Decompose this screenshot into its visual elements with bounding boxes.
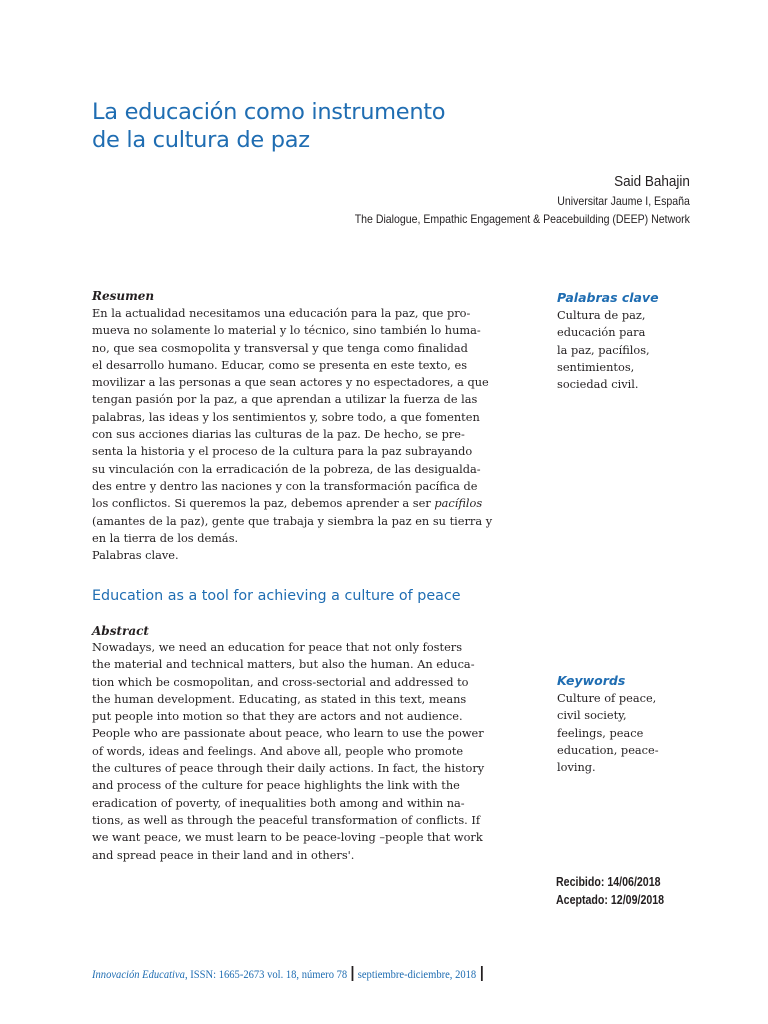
author-affiliation-1: Universitar Jaume I, España (557, 194, 690, 208)
palabras-clave-heading: Palabras clave (557, 290, 659, 305)
abstract-line: we want peace, we must learn to be peace-loving –people that work (92, 830, 483, 845)
resumen-heading: Resumen (92, 289, 155, 303)
resumen-line: en la tierra de los demás. (92, 530, 239, 545)
article-dates (556, 873, 664, 909)
article-title (92, 98, 612, 154)
abstract-body (92, 639, 538, 864)
palabras-clave-line: la paz, pacífilos, (557, 342, 650, 357)
resumen-body (92, 305, 538, 564)
abstract-line: of words, ideas and feelings. And above all, people who promote (92, 743, 464, 758)
footer-divider (352, 966, 354, 981)
resumen-line: no, que sea cosmopolita y transversal y que tenga como finalidad (92, 340, 468, 355)
title-line-1: La educación como instrumento (92, 99, 446, 125)
journal-period: septiembre-diciembre, 2018 (357, 967, 477, 981)
abstract-heading: Abstract (92, 624, 149, 638)
abstract-line: the material and technical matters, but also the human. An educa- (92, 657, 475, 672)
author-affiliation-2: The Dialogue, Empathic Engagement & Peacebuilding (DEEP) Network (354, 212, 690, 226)
footer-divider (481, 966, 483, 981)
title-line-2: de la cultura de paz (92, 127, 310, 153)
palabras-clave-line: sociedad civil. (557, 377, 639, 392)
resumen-line: Palabras clave. (92, 548, 179, 563)
resumen-line: los conflictos. Si queremos la paz, debemos aprender a ser (92, 496, 431, 511)
resumen-line: senta la historia y el proceso de la cultura para la paz subrayando (92, 444, 473, 459)
resumen-line: su vinculación con la erradicación de la pobreza, de las desigualda- (92, 461, 481, 476)
received-date: Recibido: 14/06/2018 (556, 875, 661, 889)
page-footer (92, 966, 484, 982)
abstract-line: and spread peace in their land and in others'. (92, 847, 355, 862)
resumen-line: palabras, las ideas y los sentimientos y, sobre todo, a que fomenten (92, 409, 480, 424)
author-name: Said Bahajin (614, 173, 690, 190)
resumen-line: el desarrollo humano. Educar, como se presenta en este texto, es (92, 357, 468, 372)
resumen-line: En la actualidad necesitamos una educación para la paz, que pro- (92, 306, 471, 320)
author-block (309, 172, 690, 228)
abstract-line: Nowadays, we need an education for peace that not only fosters (92, 640, 463, 654)
keywords-line: Culture of peace, (557, 691, 657, 705)
resumen-line: (amantes de la paz), gente que trabaja y siembra la paz en su tierra y (92, 513, 493, 528)
keywords-list (557, 690, 707, 776)
resumen-line: des entre y dentro las naciones y con la transformación pacífica de (92, 478, 478, 493)
keywords-heading: Keywords (557, 673, 626, 688)
resumen-line: con sus acciones diarias las culturas de la paz. De hecho, se pre- (92, 427, 465, 442)
abstract-line: the human development. Educating, as stated in this text, means (92, 691, 467, 706)
resumen-line-with-italic (92, 495, 538, 512)
journal-issn: , ISSN: 1665-2673 vol. 18, número 78 (184, 967, 348, 981)
accepted-date: Aceptado: 12/09/2018 (556, 893, 665, 907)
palabras-clave-list (557, 307, 707, 393)
resumen-line: movilizar a las personas a que sean actores y no espectadores, a que (92, 375, 489, 390)
abstract-line: People who are passionate about peace, who learn to use the power (92, 726, 484, 741)
english-title: Education as a tool for achieving a culture of peace (92, 588, 461, 604)
abstract-line: tion which be cosmopolitan, and cross-sectorial and addressed to (92, 674, 469, 689)
abstract-line: and process of the culture for peace highlights the link with the (92, 778, 460, 793)
abstract-line: tions, as well as through the peaceful transformation of conflicts. If (92, 812, 481, 827)
resumen-line: mueva no solamente lo material y lo técnico, sino también lo huma- (92, 323, 481, 338)
keywords-line: feelings, peace (557, 725, 644, 740)
keywords-line: civil society, (557, 708, 627, 723)
resumen-line: tengan pasión por la paz, a que aprendan a utilizar la fuerza de las (92, 392, 478, 407)
journal-name: Innovación Educativa (92, 967, 185, 981)
palabras-clave-line: sentimientos, (557, 359, 635, 374)
palabras-clave-line: educación para (557, 325, 646, 340)
keywords-line: loving. (557, 760, 596, 775)
palabras-clave-line: Cultura de paz, (557, 308, 646, 322)
italic-term: pacífilos (434, 496, 483, 511)
abstract-line: eradication of poverty, of inequalities both among and within na- (92, 795, 465, 810)
keywords-line: education, peace- (557, 742, 659, 757)
abstract-line: the cultures of peace through their daily actions. In fact, the history (92, 761, 485, 776)
abstract-line: put people into motion so that they are actors and not audience. (92, 709, 463, 724)
